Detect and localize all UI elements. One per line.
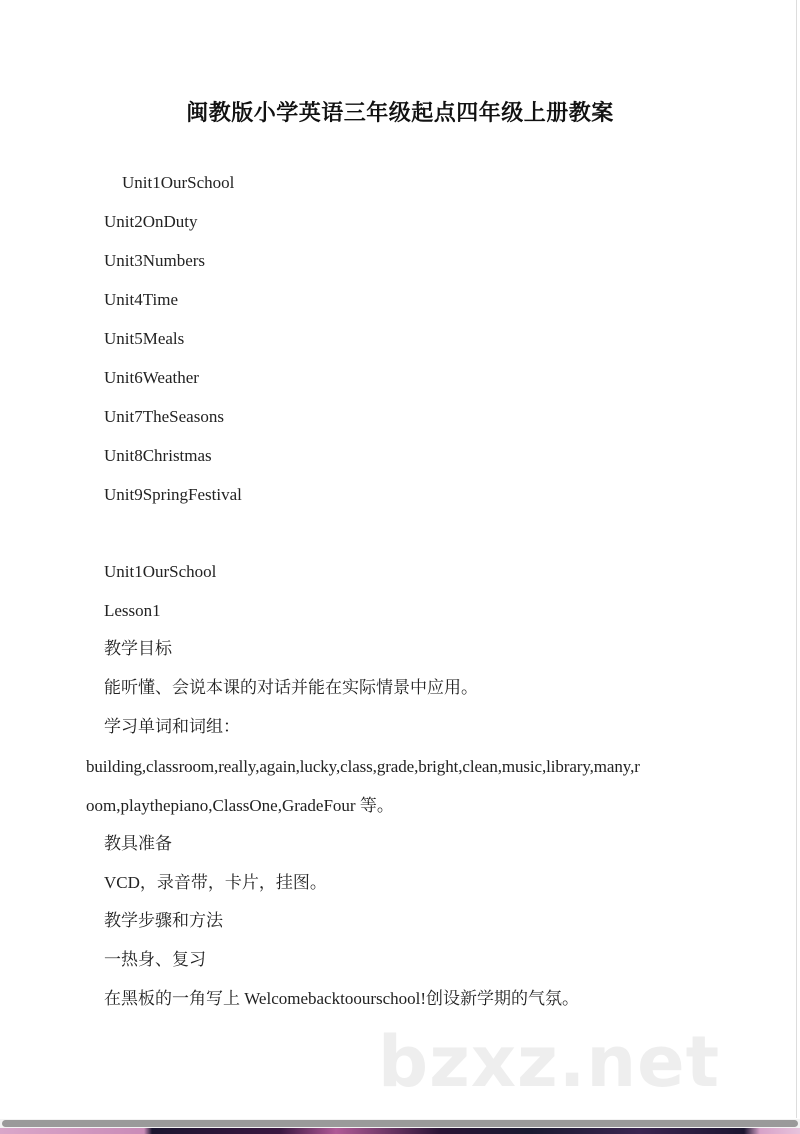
paragraph: 教学目标 bbox=[104, 639, 172, 658]
document-title: 闽教版小学英语三年级起点四年级上册教案 bbox=[186, 101, 614, 126]
paragraph: 一热身、复习 bbox=[104, 950, 206, 969]
horizontal-scrollbar[interactable] bbox=[0, 1119, 800, 1128]
paragraph: 教学步骤和方法 bbox=[104, 911, 223, 930]
paragraph: 教具准备 bbox=[104, 834, 172, 853]
section-heading: Unit1OurSchool bbox=[104, 562, 217, 581]
background-image-strip bbox=[0, 1128, 800, 1134]
toc-item: Unit5Meals bbox=[104, 329, 185, 348]
toc-item: Unit6Weather bbox=[104, 368, 199, 387]
paragraph: building,classroom,really,again,lucky,class,grade,bright,clean,music,library,many,r bbox=[86, 757, 640, 776]
toc-item: Unit1OurSchool bbox=[122, 173, 235, 192]
paragraph: oom,playthepiano,ClassOne,GradeFour 等。 bbox=[86, 796, 394, 815]
toc-item: Unit8Christmas bbox=[104, 446, 212, 465]
toc-item: Unit2OnDuty bbox=[104, 212, 198, 231]
toc-item: Unit3Numbers bbox=[104, 251, 206, 270]
paragraph: VCD，录音带，卡片，挂图。 bbox=[104, 873, 327, 892]
watermark: bzxz.net bbox=[378, 1021, 721, 1103]
toc-item: Unit7TheSeasons bbox=[104, 407, 224, 426]
lesson-heading: Lesson1 bbox=[104, 601, 161, 620]
toc-item: Unit9SpringFestival bbox=[104, 485, 242, 504]
toc-item: Unit4Time bbox=[104, 290, 179, 309]
scrollbar-thumb[interactable] bbox=[2, 1120, 798, 1127]
paragraph: 能听懂、会说本课的对话并能在实际情景中应用。 bbox=[104, 678, 478, 697]
paragraph: 学习单词和词组： bbox=[104, 717, 240, 736]
paragraph: 在黑板的一角写上 Welcomebacktoourschool!创设新学期的气氛。 bbox=[104, 989, 580, 1008]
